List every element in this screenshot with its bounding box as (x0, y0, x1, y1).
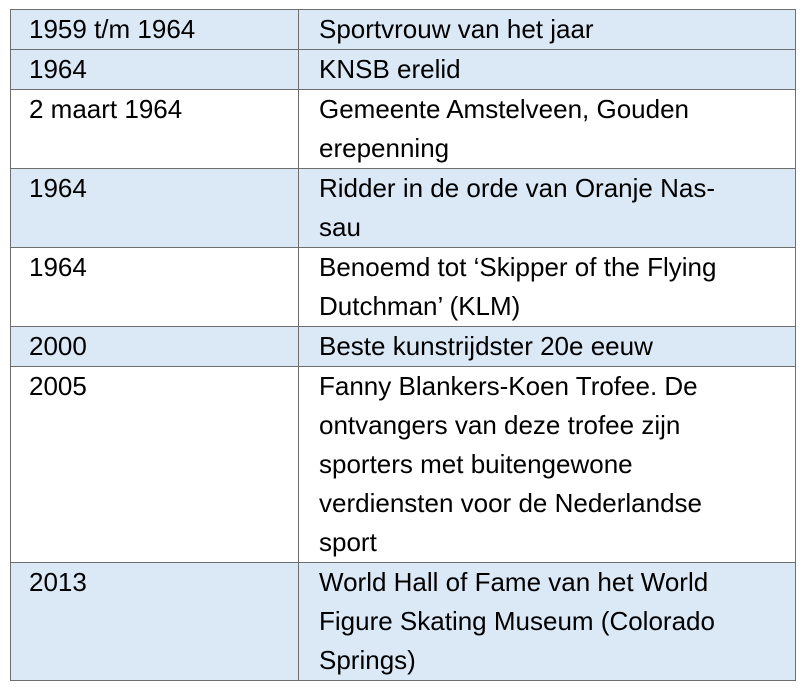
table-row (11, 366, 795, 562)
year-cell: 2005 (11, 367, 299, 562)
table-row (11, 168, 795, 247)
table-row (11, 326, 795, 366)
table-row (11, 562, 795, 680)
description-cell: KNSB erelid (319, 54, 461, 84)
description-cell: Beste kunstrijdster 20e eeuw (319, 331, 653, 361)
year-cell: 1959 t/m 1964 (11, 10, 299, 49)
table-row (11, 89, 795, 168)
table-row (11, 49, 795, 89)
description-cell: World Hall of Fame van het World Figure Skating Museum (Colorado Springs) (319, 567, 715, 675)
year-cell: 2000 (11, 327, 299, 366)
year-cell: 1964 (11, 248, 299, 326)
year-cell: 2 maart 1964 (11, 90, 299, 168)
description-cell: Gemeente Amstelveen, Gouden erepenning (319, 94, 690, 163)
table-row (11, 247, 795, 326)
year-cell: 1964 (11, 50, 299, 89)
description-cell: Fanny Blankers-Koen Trofee. De ontvangers van deze trofee zijn sporters met buitengewone verdiensten voor de Nederlandse sport (319, 371, 703, 557)
description-cell: Sportvrouw van het jaar (319, 14, 594, 44)
table-row (11, 10, 795, 49)
year-cell: 1964 (11, 169, 299, 247)
description-cell: Ridder in de orde van Oranje Nas- sau (319, 173, 715, 242)
year-cell: 2013 (11, 563, 299, 680)
honors-table (10, 9, 796, 681)
description-cell: Benoemd tot ‘Skipper of the Flying Dutchman’ (KLM) (319, 252, 717, 321)
